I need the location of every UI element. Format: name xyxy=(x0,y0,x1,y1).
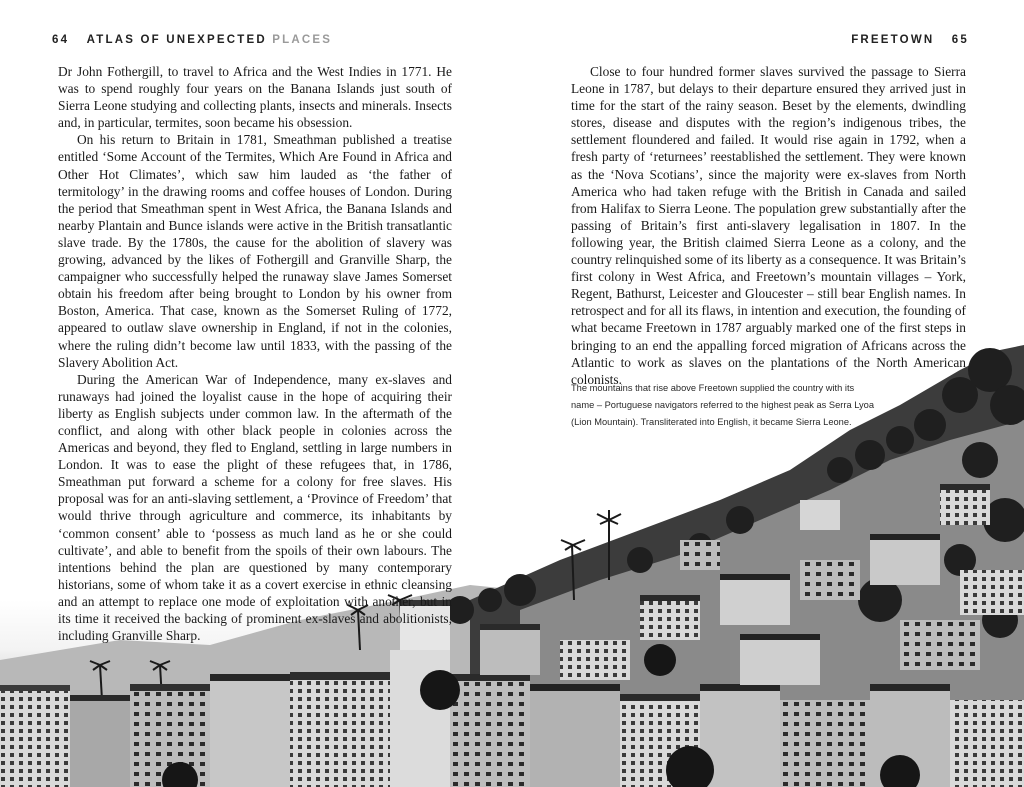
right-paragraph-1: Close to four hundred former slaves survived the passage to Sierra Leone in 1787, but delays to their departure ensured they arrived just in time for the start of the rainy season. Beset by the elements, dwindling stores, disease and disputes with the region’s indigenous tribes, the settlement floundered and failed. It would rise again in 1792, when a fresh party of ‘returnees’ reestablished the settlement. They were known as the ‘Nova Scotians’, since the majority were ex-slaves from North America who had taken refuge with the British in Canada and sailed from Halifax to Sierra Leone. The population grew substantially after the passing of Britain’s first anti-slavery legalisation in 1807. In the following year, the British claimed Sierra Leone as a colony, and the country relinquished some of its liberty as a consequence. It was Britain’s first colony in West Africa, and Freetown’s mountain villages – York, Regent, Bathurst, Leicester and Gloucester – still bear English names. In retrospect and for all its flaws, in intention and execution, the founding of what became Freetown in 1787 arguably marked one of the first steps in bringing to an end the appalling forced migration of Africans across the Atlantic to work as slaves on the plantations of the North American colonists. xyxy=(571,64,966,387)
left-page-body xyxy=(58,63,452,644)
left-paragraph-2: On his return to Britain in 1781, Smeathman published a treatise entitled ‘Some Account of the Termites, Which Are Found in Africa and Other Hot Climates’, which saw him lauded as ‘the father of termitology’ in the drawing rooms and coffee houses of London. During the period that Smeathman spent in West Africa, the Banana Islands and nearby Plantain and Bunce islands were active in the British transatlantic slave trade. By the 1780s, the cause for the abolition of slavery was growing, advanced by the likes of Fothergill and Granville Sharp, the campaigner who successfully helped the runaway slave James Somerset obtain his freedom after being brought to London by his owner from Boston, America. That case, known as the Somerset Ruling of 1772, appeared to outlaw slave ownership in England, if not in the colonies, where the ruling didn’t become law until 1833, with the passing of the Slavery Abolition Act. xyxy=(58,132,452,370)
right-page-body xyxy=(571,63,966,388)
left-folio: 64 xyxy=(52,34,70,46)
left-book-title-light: PLACES xyxy=(272,34,333,46)
photo-caption: The mountains that rise above Freetown supplied the country with its name – Portuguese navigators referred to the highest peak as Serra Lyoa (Lion Mountain). Transliterated into English, it became Sierra Leone. xyxy=(571,383,875,427)
right-folio: 65 xyxy=(951,34,969,46)
right-chapter-title: FREETOWN xyxy=(851,34,935,46)
left-paragraph-3: During the American War of Independence, many ex-slaves and runaways had joined the loyalist cause in the hope of acquiring their liberty as English subjects under common law. In the aftermath of the conflict, and along with other black people in colonies across the Americas and beyond, they fled to England, settling in large numbers in London. It was to ease the plight of these refugees that, in 1786, Smeathman put forward a scheme for a colony for free slaves. His proposal was for an anti-slaving settlement, a ‘Province of Freedom’ that would thrive through agriculture and commerce, its inhabitants by ‘common consent’ able to ‘possess as much land as he or she could cultivate’, and able to benefit from the spoils of their own labours. The intentions behind the plan are questioned by many contemporary historians, some of whom take it as a covert exercise in ethnic cleansing and an attempt to replace one mode of exploitation with another, but in its time it received the backing of prominent ex-slaves and abolitionists, including Granville Sharp. xyxy=(58,371,452,644)
left-book-title-dark: ATLAS OF UNEXPECTED xyxy=(86,34,267,46)
left-paragraph-1: Dr John Fothergill, to travel to Africa and the West Indies in 1771. He was to spend roughly four years on the Banana Islands just south of Sierra Leone studying and collecting plants, insects and minerals. Insects and, in particular, termites, soon became his obsession. xyxy=(58,64,452,131)
